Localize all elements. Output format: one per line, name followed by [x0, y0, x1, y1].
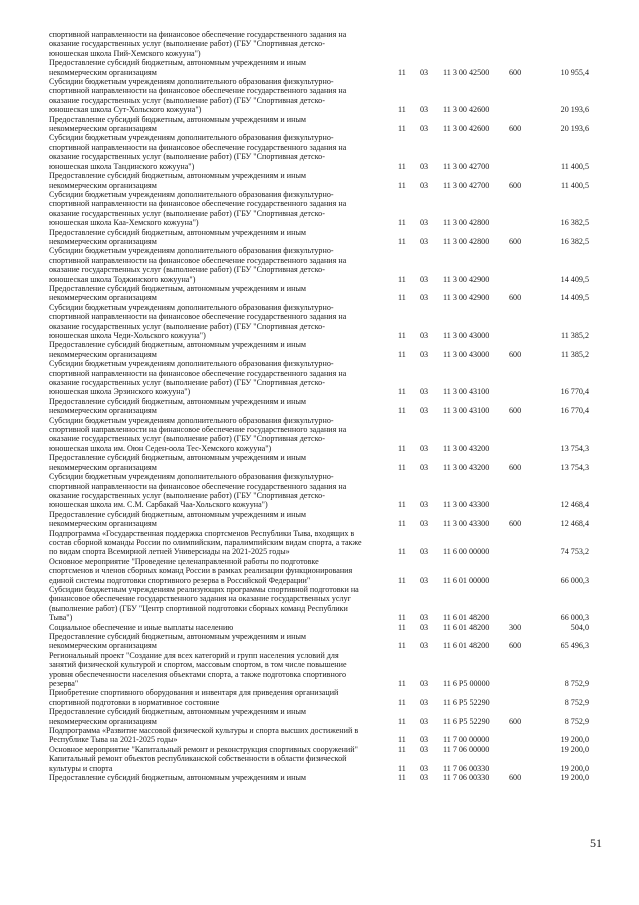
table-row	[49, 416, 589, 454]
expense-type-code: 600	[509, 406, 522, 416]
row-text: Подпрограмма «Развитие массовой физической культуры и спорта высших достижений в Республике Тыва на 2021-2025 годы»	[49, 726, 359, 745]
table-row	[49, 171, 589, 190]
target-article-code: 11 3 00 43000	[443, 331, 490, 340]
expense-type-code: 600	[509, 716, 522, 726]
section-code: 11	[398, 105, 406, 115]
subsection-code: 03	[420, 236, 429, 246]
row-text: Предоставление субсидий бюджетным, автономным учреждениям и иным некоммерческим организациям	[49, 58, 307, 77]
table-row	[49, 754, 589, 773]
target-article-code: 11 3 00 42900	[443, 274, 490, 284]
row-text: Субсидии бюджетным учреждениям дополнительного образования физкультурно- спортивной направленности на финансовое обеспечение государственного задания на оказание государственных услуг (выполнение работ) (ГБУ "Спортивная детско- юношеская школа Сут-Хольского кожууна")	[49, 77, 347, 115]
expense-type-code: 600	[509, 462, 522, 472]
row-text: Предоставление субсидий бюджетным, автономным учреждениям и иным некоммерческим организациям	[49, 227, 307, 246]
row-text: Предоставление субсидий бюджетным, автономным учреждениям и иным	[49, 773, 307, 783]
section-code: 11	[398, 443, 406, 453]
table-row	[49, 228, 589, 247]
expense-type-code: 600	[509, 349, 522, 359]
section-code: 11	[398, 124, 406, 134]
subsection-code: 03	[420, 293, 429, 303]
table-row	[49, 340, 589, 359]
subsection-code: 03	[420, 462, 429, 472]
amount: 12 468,4	[560, 500, 589, 510]
target-article-code: 11 6 01 00000	[443, 575, 490, 585]
section-code: 11	[398, 679, 406, 689]
table-row	[49, 632, 589, 651]
subsection-code: 03	[420, 641, 429, 651]
target-article-code: 11 6 01 48200	[443, 613, 490, 623]
amount: 20 193,6	[560, 105, 589, 115]
table-row	[49, 133, 589, 171]
row-text: Основное мероприятие "Капитальный ремонт и реконструкция спортивных сооружений"	[49, 744, 358, 754]
section-code: 11	[398, 293, 406, 303]
target-article-code: 11 6 01 48200	[443, 641, 490, 651]
table-row	[49, 77, 589, 115]
row-text: Основное мероприятие "Проведение целенаправленной работы по подготовке спортсменов и членов сборных команд России в рамках реализации функционирования единой системы подготовки спортивного резерва в Российской Федерации"	[49, 556, 353, 585]
amount: 74 753,2	[560, 547, 589, 557]
table-row	[49, 745, 589, 754]
section-code: 11	[398, 67, 406, 77]
row-text: Субсидии бюджетным учреждениям дополнительного образования физкультурно- спортивной направленности на финансовое обеспечение государственного задания на оказание государственных услуг (выполнение работ) (ГБУ "Спортивная детско- юношеская школа Эрзинского кожууна")	[49, 359, 347, 397]
budget-table	[49, 30, 589, 783]
subsection-code: 03	[420, 180, 429, 190]
target-article-code: 11 3 00 43200	[443, 462, 490, 472]
amount: 11 385,2	[560, 349, 589, 359]
subsection-code: 03	[420, 105, 429, 115]
section-code: 11	[398, 697, 406, 707]
table-row	[49, 529, 589, 557]
amount: 66 000,3	[560, 613, 589, 623]
subsection-code: 03	[420, 613, 429, 623]
amount: 8 752,9	[564, 679, 589, 689]
table-row	[49, 30, 589, 58]
row-text: Предоставление субсидий бюджетным, автономным учреждениям и иным некоммерческим организациям	[49, 340, 307, 359]
row-text: Приобретение спортивного оборудования и инвентаря для приведения организаций спортивной подготовки в нормативное состояние	[49, 688, 339, 707]
amount: 11 400,5	[560, 180, 589, 190]
target-article-code: 11 7 06 00000	[443, 744, 490, 754]
target-article-code: 11 6 P5 52290	[443, 697, 490, 707]
subsection-code: 03	[420, 716, 429, 726]
table-row	[49, 623, 589, 632]
table-row	[49, 303, 589, 341]
table-row	[49, 510, 589, 529]
amount: 504,0	[570, 622, 589, 632]
section-code: 11	[398, 773, 406, 783]
amount: 13 754,3	[560, 462, 589, 472]
table-row	[49, 557, 589, 585]
target-article-code: 11 3 00 42900	[443, 293, 490, 303]
section-code: 11	[398, 716, 406, 726]
row-text: Социальное обеспечение и иные выплаты населению	[49, 622, 234, 632]
table-row	[49, 115, 589, 134]
subsection-code: 03	[420, 124, 429, 134]
target-article-code: 11 3 00 43000	[443, 349, 490, 359]
subsection-code: 03	[420, 274, 429, 284]
row-text: Предоставление субсидий бюджетным, автономным учреждениям и иным некоммерческим организациям	[49, 396, 307, 416]
amount: 20 193,6	[560, 124, 589, 134]
expense-type-code: 300	[509, 622, 522, 632]
row-text: Предоставление субсидий бюджетным, автономным учреждениям и иным некоммерческим организациям	[49, 509, 307, 529]
subsection-code: 03	[420, 744, 429, 754]
row-text: Субсидии бюджетным учреждениям дополнительного образования физкультурно- спортивной направленности на финансовое обеспечение государственного задания на оказание государственных услуг (выполнение работ) (ГБУ "Спортивная детско- юношеская школа им. Оюн Седен-оола Тес-Хемского кожууна")	[49, 415, 347, 453]
section-code: 11	[398, 236, 406, 246]
amount: 19 200,0	[560, 744, 589, 754]
amount: 19 200,0	[560, 773, 589, 783]
section-code: 11	[398, 613, 406, 623]
target-article-code: 11 3 00 42800	[443, 218, 490, 228]
section-code: 11	[398, 406, 406, 416]
amount: 14 409,5	[560, 274, 589, 284]
row-text: Подпрограмма «Государственная поддержка спортсменов Республики Тыва, входящих в состав сборной команды России по олимпийским, паралимпийским видам спорта, а также по видам спорта Всемирной летней Универсиады на 2021-2025 годы»	[49, 528, 362, 557]
subsection-code: 03	[420, 519, 429, 529]
row-text: Региональный проект "Создание для всех категорий и групп населения условий для занятий физической культурой и спортом, массовым спортом, в том числе повышение уровня обеспеченности населения объектами спорта, а также подготовка спортивного резерва"	[49, 650, 347, 689]
subsection-code: 03	[420, 387, 429, 397]
expense-type-code: 600	[509, 180, 522, 190]
section-code: 11	[398, 735, 406, 745]
expense-type-code: 600	[509, 236, 522, 246]
subsection-code: 03	[420, 547, 429, 557]
table-row	[49, 726, 589, 745]
target-article-code: 11 3 00 43300	[443, 500, 490, 510]
target-article-code: 11 7 06 00330	[443, 773, 490, 783]
section-code: 11	[398, 161, 406, 171]
target-article-code: 11 3 00 42800	[443, 236, 490, 246]
amount: 16 382,5	[560, 236, 589, 246]
section-code: 11	[398, 500, 406, 510]
target-article-code: 11 7 06 00330	[443, 763, 490, 773]
subsection-code: 03	[420, 773, 429, 783]
expense-type-code: 600	[509, 519, 522, 529]
target-article-code: 11 3 00 42700	[443, 180, 490, 190]
section-code: 11	[398, 744, 406, 754]
target-article-code: 11 6 01 48200	[443, 622, 490, 632]
row-text: Предоставление субсидий бюджетным, автономным учреждениям и иным некоммерческим организациям	[49, 171, 307, 190]
subsection-code: 03	[420, 218, 429, 228]
row-text: Предоставление субсидий бюджетным, автономным учреждениям и иным некоммерческим организациям	[49, 114, 307, 134]
section-code: 11	[398, 622, 406, 632]
section-code: 11	[398, 331, 406, 340]
target-article-code: 11 3 00 42600	[443, 105, 490, 115]
row-text: Субсидии бюджетным учреждениям дополнительного образования физкультурно- спортивной направленности на финансовое обеспечение государственного задания на оказание государственных услуг (выполнение работ) (ГБУ "Спортивная детско- юношеская школа Тоджинского кожууна")	[49, 246, 347, 284]
row-text: Капитальный ремонт объектов республиканской собственности в области физической культуры и спорта	[49, 754, 347, 773]
subsection-code: 03	[420, 161, 429, 171]
table-row	[49, 773, 589, 782]
table-row	[49, 190, 589, 228]
subsection-code: 03	[420, 735, 429, 745]
amount: 13 754,3	[560, 443, 589, 453]
table-row	[49, 397, 589, 416]
row-text: Предоставление субсидий бюджетным, автономным учреждениям и иным некоммерческим организациям	[49, 283, 307, 303]
section-code: 11	[398, 274, 406, 284]
page-number: 51	[590, 836, 602, 850]
row-text: Субсидии бюджетным учреждениям дополнительного образования физкультурно- спортивной направленности на финансовое обеспечение государственного задания на оказание государственных услуг (выполнение работ) (ГБУ "Спортивная детско- юношеская школа им. С.М. Сарбакай Чаа-Хольского кожууна")	[49, 472, 347, 510]
target-article-code: 11 3 00 43300	[443, 519, 490, 529]
subsection-code: 03	[420, 67, 429, 77]
amount: 11 385,2	[560, 331, 589, 340]
expense-type-code: 600	[509, 124, 522, 134]
amount: 19 200,0	[560, 735, 589, 745]
amount: 16 770,4	[560, 406, 589, 416]
section-code: 11	[398, 641, 406, 651]
row-text: Субсидии бюджетным учреждениям дополнительного образования физкультурно- спортивной направленности на финансовое обеспечение государственного задания на оказание государственных услуг (выполнение работ) (ГБУ "Спортивная детско- юношеская школа Чеди-Хольского кожууна")	[49, 302, 347, 340]
section-code: 11	[398, 519, 406, 529]
amount: 65 496,3	[560, 641, 589, 651]
amount: 12 468,4	[560, 519, 589, 529]
subsection-code: 03	[420, 406, 429, 416]
target-article-code: 11 3 00 43100	[443, 387, 490, 397]
row-text: Предоставление субсидий бюджетным, автономным учреждениям и иным некоммерческим организациям	[49, 453, 307, 472]
subsection-code: 03	[420, 443, 429, 453]
subsection-code: 03	[420, 575, 429, 585]
table-row	[49, 246, 589, 284]
amount: 19 200,0	[560, 763, 589, 773]
section-code: 11	[398, 349, 406, 359]
section-code: 11	[398, 547, 406, 557]
target-article-code: 11 3 00 42600	[443, 124, 490, 134]
amount: 16 770,4	[560, 387, 589, 397]
amount: 66 000,3	[560, 575, 589, 585]
table-row	[49, 651, 589, 689]
section-code: 11	[398, 387, 406, 397]
target-article-code: 11 3 00 43100	[443, 406, 490, 416]
section-code: 11	[398, 575, 406, 585]
expense-type-code: 600	[509, 293, 522, 303]
amount: 8 752,9	[564, 716, 589, 726]
amount: 16 382,5	[560, 218, 589, 228]
subsection-code: 03	[420, 679, 429, 689]
target-article-code: 11 6 P5 52290	[443, 716, 490, 726]
section-code: 11	[398, 462, 406, 472]
section-code: 11	[398, 763, 406, 773]
table-row	[49, 453, 589, 472]
section-code: 11	[398, 180, 406, 190]
target-article-code: 11 3 00 43200	[443, 443, 490, 453]
row-text: Предоставление субсидий бюджетным, автономным учреждениям и иным некоммерческим организациям	[49, 707, 307, 726]
expense-type-code: 600	[509, 641, 522, 651]
table-row	[49, 58, 589, 77]
target-article-code: 11 6 00 00000	[443, 547, 490, 557]
row-text: Предоставление субсидий бюджетным, автономным учреждениям и иным некоммерческим организациям	[49, 632, 307, 651]
subsection-code: 03	[420, 331, 429, 340]
expense-type-code: 600	[509, 773, 522, 783]
subsection-code: 03	[420, 622, 429, 632]
table-row	[49, 707, 589, 726]
row-text: Субсидии бюджетным учреждениям реализующих программы спортивной подготовки на финансовое обеспечение государственного задания на оказание государственных услуг (выполнение работ) (ГБУ "Центр спортивной подготовки сборных команд Республики Тыва")	[49, 584, 359, 623]
row-text: спортивной направленности на финансовое обеспечение государственного задания на оказание государственных услуг (выполнение работ) (ГБУ "Спортивная детско- юношеская школа Пий-Хемского кожууна")	[49, 30, 347, 58]
target-article-code: 11 3 00 42700	[443, 161, 490, 171]
row-text: Субсидии бюджетным учреждениям дополнительного образования физкультурно- спортивной направленности на финансовое обеспечение государственного задания на оказание государственных услуг (выполнение работ) (ГБУ "Спортивная детско- юношеская школа Каа-Хемского кожууна")	[49, 189, 347, 228]
expense-type-code: 600	[509, 67, 522, 77]
table-row	[49, 284, 589, 303]
amount: 14 409,5	[560, 293, 589, 303]
target-article-code: 11 6 P5 00000	[443, 679, 490, 689]
amount: 11 400,5	[560, 161, 589, 171]
table-row	[49, 688, 589, 707]
target-article-code: 11 7 00 00000	[443, 735, 490, 745]
subsection-code: 03	[420, 349, 429, 359]
amount: 8 752,9	[564, 697, 589, 707]
table-row	[49, 359, 589, 397]
amount: 10 955,4	[560, 67, 589, 77]
subsection-code: 03	[420, 697, 429, 707]
row-text: Субсидии бюджетным учреждениям дополнительного образования физкультурно- спортивной направленности на финансовое обеспечение государственного задания на оказание государственных услуг (выполнение работ) (ГБУ "Спортивная детско- юношеская школа Тандинского кожууна")	[49, 133, 347, 171]
subsection-code: 03	[420, 763, 429, 773]
target-article-code: 11 3 00 42500	[443, 67, 490, 77]
section-code: 11	[398, 218, 406, 228]
subsection-code: 03	[420, 500, 429, 510]
table-row	[49, 585, 589, 623]
table-row	[49, 472, 589, 510]
